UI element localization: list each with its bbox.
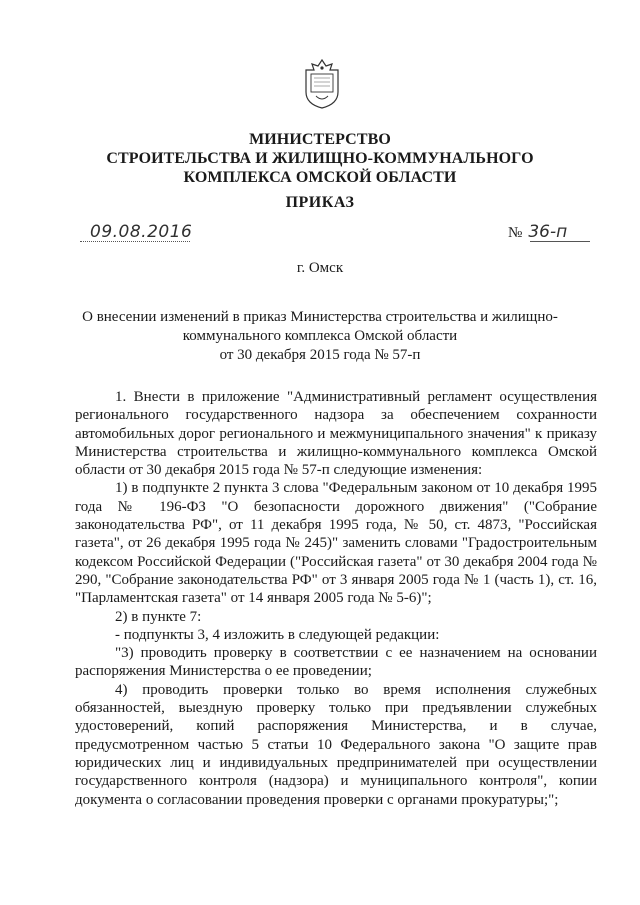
paragraph-6: 4) проводить проверки только во время исполнения служебных обязанностей, выездную проверку только при предъявлении служебных удостоверений, копий распоряжения Министерства, и в случае, предусмотренном частью 5 статьи 10 Федерального закона "О защите прав юридических лиц и индивидуальных предпринимателей при осуществлении государственного контроля (надзора) и муниципального контроля", копии документа о согласовании проведения проверки с органами прокуратуры;"; [75,681,597,808]
paragraph-5: "3) проводить проверку в соответствии с ее назначением на основании распоряжения Министерства о ее проведении; [75,645,597,680]
city: г. Омск [296,260,344,276]
document-type: ПРИКАЗ [285,194,355,211]
order-subject [70,308,570,365]
organization-name [60,130,580,187]
number-underline [530,241,590,242]
number-sign: № [508,225,523,241]
handwritten-date: 09.08.2016 [90,222,193,242]
order-number [508,222,567,242]
paragraph-2: 1) в подпункте 2 пункта 3 слова "Федеральным законом от 10 декабря 1995 года № 196-ФЗ "О безопасности дорожного движения" ("Собрание законодательства РФ", от 11 декабря 1995 года, № 50, ст. 4873, "Российская газета", от 26 декабря 1995 года № 245)" заменить словами "Градостроительным кодексом Российской Федерации ("Российская газета" от 30 декабря 2004 года № 290, "Собрание законодательства РФ" от 3 января 2005 года № 1 (часть 1), ст. 16, "Парламентская газета" от 14 января 2005 года № 5-6)"; [75,480,597,607]
org-line-2: СТРОИТЕЛЬСТВА И ЖИЛИЩНО-КОММУНАЛЬНОГО [106,150,534,167]
paragraph-3: 2) в пункте 7: [115,608,202,625]
org-line-3: КОМПЛЕКСА ОМСКОЙ ОБЛАСТИ [183,169,457,186]
document-body [75,388,597,809]
paragraph-1: 1. Внести в приложение "Административный регламент осуществления регионального государственного надзора за обеспечением сохранности автомобильных дорог регионального и межмуниципального значения" к приказу Министерства строительства и жилищно-коммунального комплекса Омской области от 30 декабря 2015 года № 57-п следующие изменения: [75,389,597,479]
handwritten-number: 36-п [528,222,568,242]
subject-line-3: от 30 декабря 2015 года № 57-п [219,347,421,363]
coat-of-arms-emblem [302,58,342,110]
subject-line-2: коммунального комплекса Омской области [182,328,458,344]
paragraph-4: - подпункты 3, 4 изложить в следующей редакции: [115,626,440,643]
subject-line-1: О внесении изменений в приказ Министерства строительства и жилищно- [82,309,558,325]
date-underline [80,241,190,242]
org-line-1: МИНИСТЕРСТВО [249,131,391,148]
